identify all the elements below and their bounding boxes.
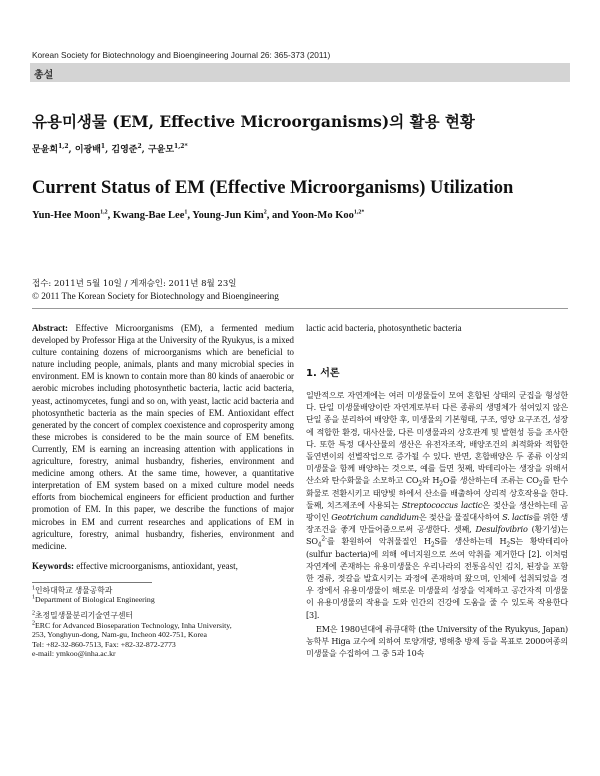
footnote-1-marker: 1: [32, 585, 35, 592]
author-ko-3-affil: 2: [137, 143, 142, 150]
footnote-1-line-1: 인하대학교 생물공학과: [35, 585, 113, 595]
footnote-2: [32, 611, 294, 659]
species-geotrichum: Geotrichum candidum: [331, 512, 419, 523]
keywords-continuation: lactic acid bacteria, photosynthetic bacteria: [306, 323, 462, 333]
title-korean: 유용미생물 (EM, Effective Microorganisms)의 활용 현황: [32, 112, 475, 131]
footnote-2-marker-b: 2: [32, 619, 35, 626]
author-en-2-affil: 1: [184, 209, 188, 216]
species-s-lactis: S. lactis: [502, 512, 533, 523]
author-ko-1: 문윤희: [32, 145, 59, 155]
keywords: [32, 560, 294, 572]
author-ko-2: 이광배: [74, 145, 101, 155]
footnote-1-line-2: Department of Biological Engineering: [35, 595, 155, 605]
footnote-2-line-1: 초정밀생물분리기술연구센터: [35, 610, 133, 620]
footnote-2-marker: 2: [32, 610, 35, 617]
section-bar: [30, 63, 570, 82]
abstract-text: Effective Microorganisms (EM), a fermented medium developed by Professor Higa at the University of the Ryukyus, is a mixed culture containing dozens of microorganisms which are beneficial to nature including people, animals, plants and many microbial species in environment. EM is known to contain more than 80 kinds of anaerobic or aerobic microbes including photosynthetic bacteria, lactic acid bacteria, yeast, actinomycetes, fungi and so on, with yeast, lactic acid bacteria and photosynthetic bacteria as the main species of EM. Antioxidant effect generated by the concert of complex coexistence and coprosperity among these microbes is considered to be the main source of EM benefits. Currently, EM is earning an increasing attention with applications in agriculture, forestry, animal husbandry, fisheries, environment and medicine among others. At the same time, however, a quantitative interpretation of EM system based on a mixed culture model needs efforts from biochemical engineers for efficient production and further promotion of EM. In this paper, we describe the functions of major microbes in EM and current researches and applications of EM in agriculture, forestry, animal husbandry, fisheries, environment and medicine.: [32, 323, 295, 551]
received-accepted-dates: 접수: 2011년 5월 10일 / 게재승인: 2011년 8월 23일: [32, 279, 237, 289]
author-en-1: Yun-Hee Moon: [32, 210, 101, 221]
footnote-2-line-2: ERC for Advanced Bioseparation Technology, Inha University,: [35, 620, 232, 630]
right-column: [306, 322, 568, 659]
author-en-3-affil: 2: [263, 209, 267, 216]
species-desulfovibrio: Desulfovibrio: [475, 524, 528, 535]
keywords-label: Keywords:: [32, 560, 74, 571]
section-1-paragraph-1: 일반적으로 자연계에는 여러 미생물들이 모여 혼합된 상태의 군집을 형성한다. 단일 미생물배양이란 자연계로부터 다른 종류의 생명체가 섞여있지 않은 단일 종을 분리하여 배양한 후, 미생물의 기본형태, 구조, 영양 요구조건, 성장에 적합한 환경, 대사산물, 다른 미생물과의 상호관계 및 발현성 등을 조사한다. 또한 특정 대사산물의 생산은 유전자조작, 배양조건의 최적화와 적합한 돌연변이의 선별작업으로 증가될 수 있다. 반면, 혼합배양은 두 종류 이상의 미생물을 함께 배양하는 것으로, 예를 들면 첫째, 박테리아는 생장을 위해서 산소와 탄수화물을 소모하고 $CO_2$와 $H_2O$를 생산하는데 조류는 $CO_2$를 탄수화물로 전환시키고 태양빛 하에서 산소를 배출하여 상리적 상호작용을 한다. 둘째, 치즈제조에 사용되는 Streptococcus lactic은 젖산을 생산하는데 곰팡이인 Geotrichum candidum은 젖산을 물질대사하여 S. lactis를 위한 생장조건을 좋게 만들어줌으로써 공생한다. 셋째, Desulfovibrio (황기성)는 $SO_4^{2-}$를 환원하여 악취물질인 $H_2S$를 생산하는데 $H_2S$는 황박테리아 (sulfur bacteria)에 의해 에너지원으로 쓰여 악취를 제거한다 [2]. 이처럼 자연계에 존재하는 유용미생물은 우리나라의 전통음식인 김치, 된장을 포함한 경류, 젓갈을 발효시키는 과정에 존재하며 왔으며, 인체에 섭취되었을 경우 장에서 유용미생물이 해로운 미생물의 성장을 억제하고 공간자적 미생물이 유용미생물의 작용을 도와 인간의 건강에 도움을 줄 수 있도록 작용한다 [3].: [306, 390, 569, 620]
authors-korean: 문윤희$^{1,2}$, 이광배$^1$, 김영준$^2$, 구윤모$^{1,2*}$: [32, 143, 188, 155]
divider: [32, 308, 568, 309]
section-1-heading: 1. 서론: [306, 368, 340, 379]
author-en-4: Yoon-Mo Koo: [291, 210, 354, 221]
author-ko-4: 구윤모: [147, 145, 175, 155]
author-en-3: Young-Jun Kim: [192, 210, 264, 221]
author-ko-2-affil: 1: [100, 143, 106, 150]
footnote-1: [32, 586, 294, 605]
section-1-paragraph-2: EM은 1980년대에 류큐대학 (the University of the Ryukyus, Japan) 농학부 Higa 교수에 의하여 토양개량, 병해충 방제 등을 목표로 2000여종의 미생물을 수집하여 그 중 5과 10속: [306, 623, 568, 659]
author-ko-4-affil: 1,2*: [174, 143, 188, 150]
author-ko-1-affil: 1,2: [58, 143, 69, 150]
authors-english: Yun-Hee Moon$^{1,2}$, Kwang-Bae Lee$^1$, Young-Jun Kim$^2$, and Yoon-Mo Koo$^{1,2*}$: [32, 209, 365, 221]
footnote-1-marker-b: 1: [32, 594, 35, 601]
section-label: 총설: [34, 70, 54, 81]
footnote-2-line-4: Tel: +82-32-860-7513, Fax: +82-32-872-2773: [32, 639, 176, 649]
abstract-label: Abstract:: [32, 323, 68, 333]
author-ko-3: 김영준: [111, 145, 138, 155]
footnote-2-line-5: e-mail: ymkoo@inha.ac.kr: [32, 649, 116, 659]
journal-citation: Korean Society for Biotechnology and Bioengineering Journal 26: 365-373 (2011): [32, 50, 331, 60]
abstract: [32, 322, 294, 552]
keywords-text: effective microorganisms, antioxidant, yeast,: [76, 560, 238, 571]
copyright-line: © 2011 The Korean Society for Biotechnology and Bioengineering: [32, 291, 279, 301]
left-column: [32, 322, 294, 659]
footnote-2-line-3: 253, Yonghyun-dong, Nam-gu, Incheon 402-751, Korea: [32, 630, 207, 640]
species-streptococcus: Streptococcus lactic: [401, 499, 483, 510]
author-en-2: Kwang-Bae Lee: [112, 210, 185, 221]
title-english: Current Status of EM (Effective Microorganisms) Utilization: [32, 178, 514, 198]
footnote-divider: [32, 582, 152, 583]
author-en-1-affil: 1,2: [100, 209, 108, 216]
author-en-4-affil: 1,2*: [353, 209, 365, 216]
